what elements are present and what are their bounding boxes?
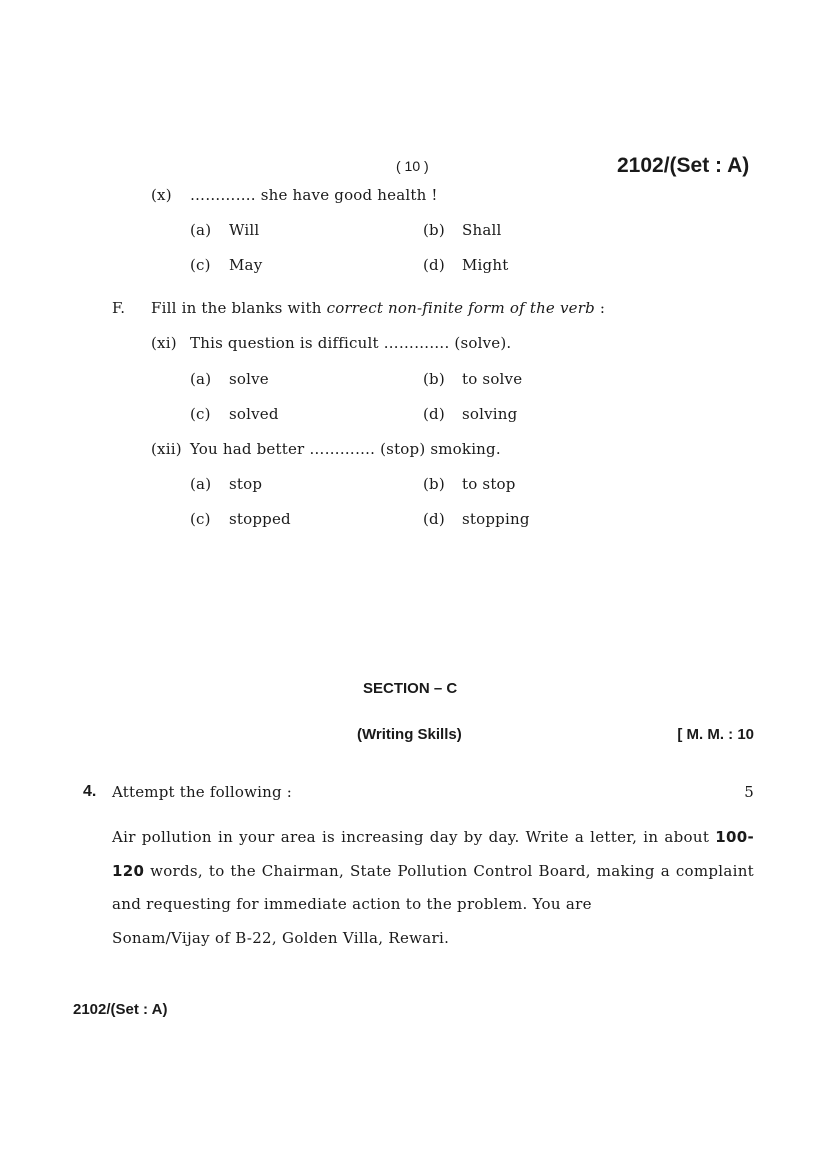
- question-4-marks: 5: [744, 783, 754, 801]
- question-xi-number: (xi): [151, 334, 177, 352]
- option-key: (d): [423, 256, 445, 274]
- option-text: solve: [229, 370, 269, 388]
- question-4-number: 4.: [83, 783, 97, 800]
- option-key: (a): [190, 221, 212, 239]
- section-c-title: SECTION – C: [363, 680, 458, 697]
- section-f-letter: F.: [112, 299, 126, 317]
- option-text: Will: [229, 221, 260, 239]
- question-4-instruction: Attempt the following :: [112, 783, 292, 801]
- option-text: Might: [462, 256, 509, 274]
- paragraph-body: Air pollution in your area is increasing day by day. Write a letter, in about 100-120 words, to the Chairman, State Pollution Control Board, making a complaint and requesting for immediate action to the problem. You are: [112, 828, 754, 913]
- option-key: (b): [423, 370, 445, 388]
- option-text: solving: [462, 405, 518, 423]
- option-key: (d): [423, 405, 445, 423]
- question-xi-text: This question is difficult …………. (solve).: [190, 334, 512, 352]
- question-x-number: (x): [151, 186, 172, 204]
- option-key: (b): [423, 221, 445, 239]
- option-key: (d): [423, 510, 445, 528]
- option-key: (c): [190, 510, 211, 528]
- option-key: (c): [190, 405, 211, 423]
- option-text: stopping: [462, 510, 530, 528]
- question-x-text: …………. she have good health !: [190, 186, 438, 204]
- question-xii-number: (xii): [151, 440, 182, 458]
- option-text: Shall: [462, 221, 502, 239]
- paper-code-header: 2102/(Set : A): [617, 154, 750, 177]
- question-4-paragraph: [112, 821, 754, 955]
- option-key: (c): [190, 256, 211, 274]
- instruction-italic: correct non-finite form of the verb: [326, 299, 595, 317]
- option-text: stop: [229, 475, 263, 493]
- option-text: May: [229, 256, 263, 274]
- option-text: stopped: [229, 510, 291, 528]
- option-text: to stop: [462, 475, 516, 493]
- page-number: ( 10 ): [396, 158, 429, 174]
- question-xii-text: You had better …………. (stop) smoking.: [190, 440, 501, 458]
- paragraph-last-line: Sonam/Vijay of B-22, Golden Villa, Rewari.: [112, 928, 450, 947]
- option-text: solved: [229, 405, 279, 423]
- max-marks: [ M. M. : 10: [677, 726, 754, 743]
- option-key: (a): [190, 475, 212, 493]
- option-text: to solve: [462, 370, 523, 388]
- option-key: (b): [423, 475, 445, 493]
- option-key: (a): [190, 370, 212, 388]
- section-f-instruction: Fill in the blanks with correct non-finite form of the verb :: [151, 299, 606, 317]
- word-count: 100-120: [112, 828, 754, 880]
- section-c-subtitle: (Writing Skills): [357, 726, 462, 743]
- paper-code-footer: 2102/(Set : A): [73, 1001, 168, 1018]
